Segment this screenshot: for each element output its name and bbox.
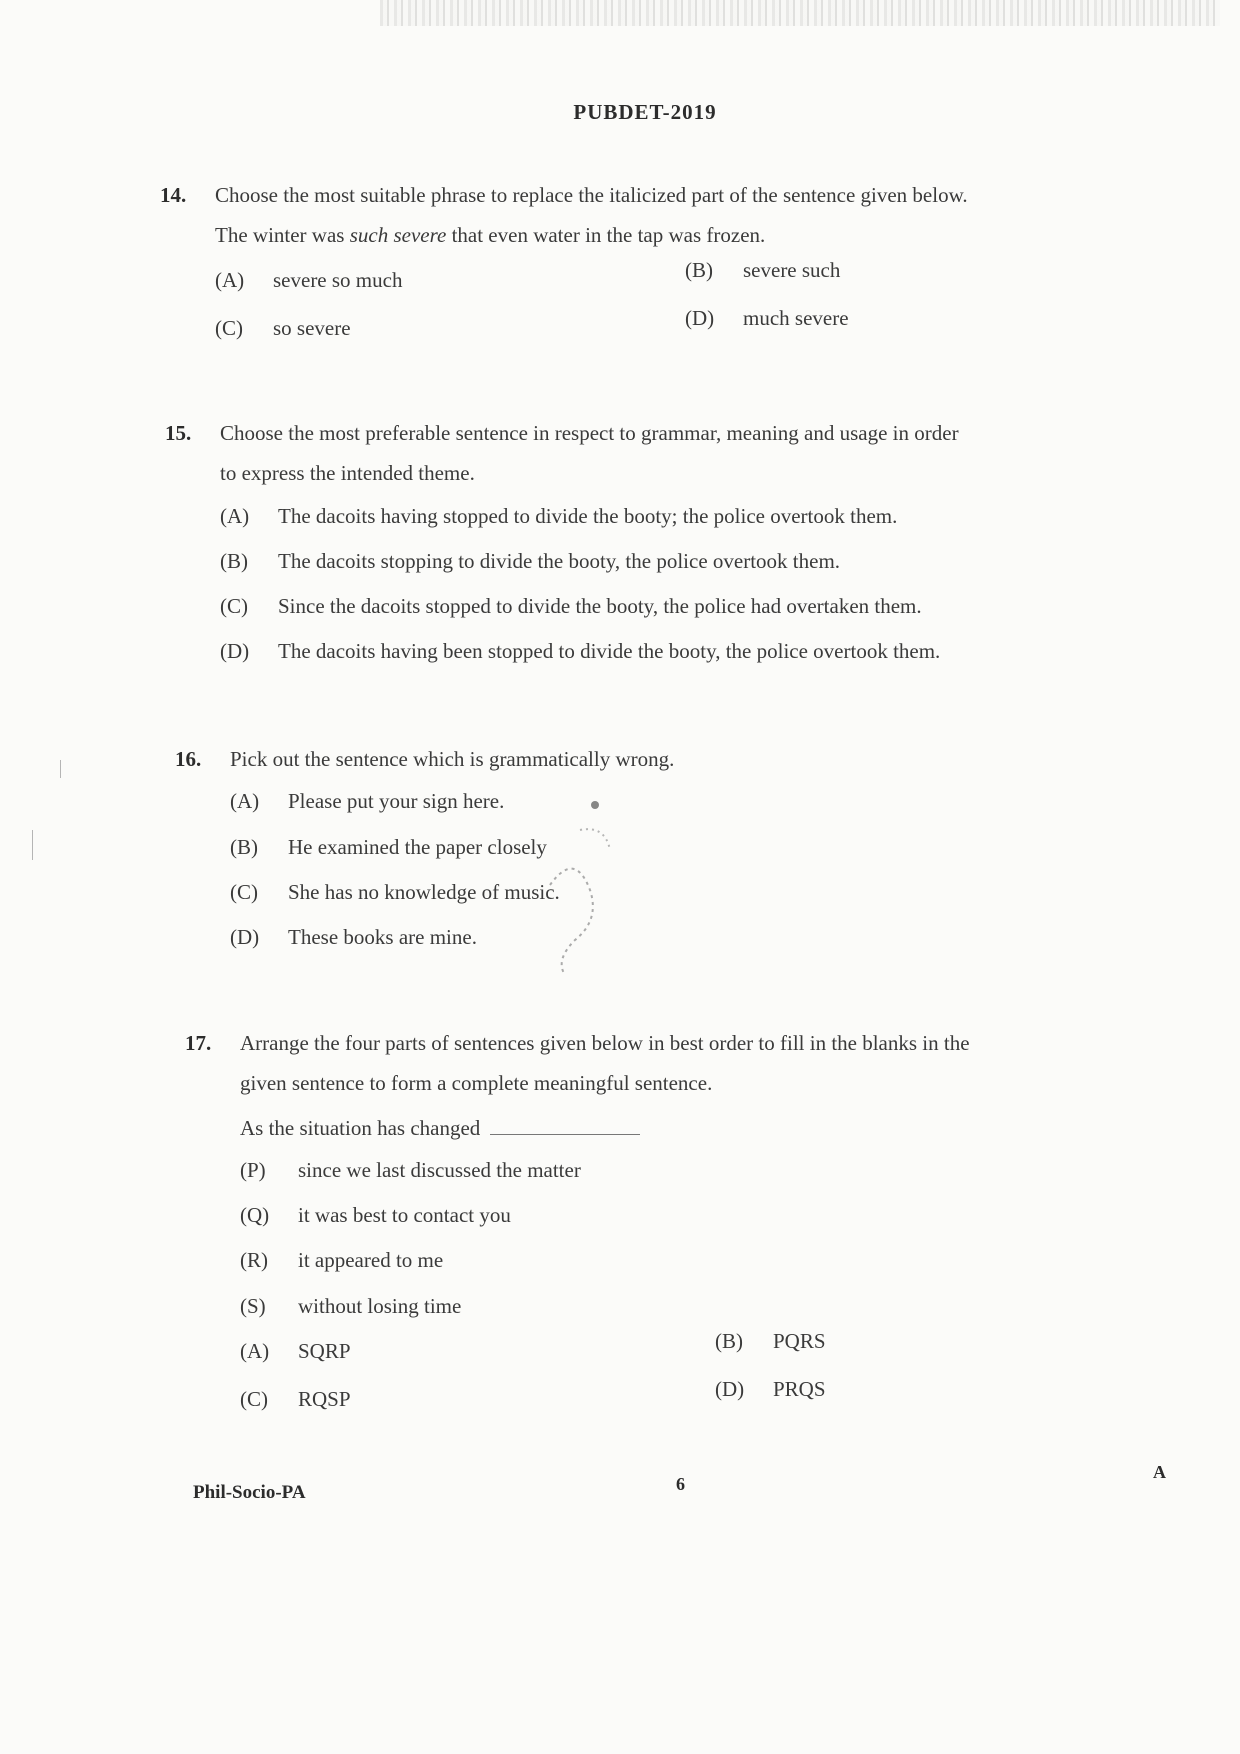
part-r: (R) it appeared to me — [240, 1248, 444, 1273]
option-b: (B) PQRS — [715, 1328, 826, 1353]
option-a: (A) SQRP — [240, 1338, 351, 1363]
sentence-italic: such severe — [349, 223, 447, 248]
question-16 — [175, 746, 675, 969]
option-d: (D) much severe — [685, 305, 849, 330]
question-14 — [160, 182, 1105, 341]
option-c: (C) She has no knowledge of music. — [230, 879, 560, 904]
option-a: (A) The dacoits having stopped to divide the booty; the police overtook them. — [220, 503, 898, 528]
margin-mark — [32, 830, 33, 860]
scan-edge-artifact — [380, 0, 1220, 26]
part-s: (S) without losing time — [240, 1293, 462, 1318]
option-a: (A) Please put your sign here. — [230, 789, 505, 814]
option-b: (B) severe such — [685, 257, 841, 282]
margin-mark — [60, 760, 61, 778]
option-a: (A) severe so much — [215, 267, 403, 292]
option-c: (C) RQSP — [240, 1387, 351, 1411]
question-text: given sentence to form a complete meaningful sentence. — [240, 1071, 713, 1096]
page-header: PUBDET-2019 — [573, 100, 717, 124]
option-b: (B) He examined the paper closely — [230, 834, 547, 859]
part-p: (P) since we last discussed the matter — [240, 1157, 581, 1182]
question-number: 17. — [185, 1031, 212, 1055]
sentence-parts — [240, 1157, 1015, 1319]
fill-blank — [490, 1134, 640, 1135]
option-d: (D) The dacoits having been stopped to divide the booty, the police overtook them. — [220, 639, 941, 664]
booklet-set: A — [1153, 1462, 1166, 1482]
question-text: Choose the most preferable sentence in respect to grammar, meaning and usage in order — [220, 421, 959, 445]
question-number: 16. — [175, 747, 202, 771]
paper-code: Phil-Socio-PA — [193, 1482, 306, 1503]
question-text: Arrange the four parts of sentences given below in best order to fill in the blanks in the — [240, 1031, 970, 1055]
options — [230, 788, 674, 950]
question-number: 14. — [160, 183, 187, 207]
question-15 — [165, 420, 959, 684]
question-sentence — [215, 222, 1105, 248]
options — [240, 1328, 1015, 1413]
page-number: 6 — [676, 1474, 685, 1494]
option-d: (D) These books are mine. — [230, 925, 477, 949]
option-c: (C) Since the dacoits stopped to divide the booty, the police had overtaken them. — [220, 594, 922, 618]
question-stem: As the situation has changed — [240, 1115, 1015, 1141]
part-q: (Q) it was best to contact you — [240, 1203, 511, 1227]
question-number: 15. — [165, 421, 192, 445]
question-text: Choose the most suitable phrase to replace the italicized part of the sentence given below. — [215, 183, 968, 207]
options — [220, 503, 959, 665]
option-b: (B) The dacoits stopping to divide the booty, the police overtook them. — [220, 548, 841, 573]
question-text: Pick out the sentence which is grammatically wrong. — [230, 747, 675, 771]
sentence-before: The winter was — [215, 223, 350, 248]
option-d: (D) PRQS — [715, 1377, 826, 1401]
sentence-after: that even water in the tap was frozen. — [446, 223, 766, 248]
question-text: to express the intended theme. — [220, 461, 475, 486]
question-17 — [185, 1030, 1015, 1412]
option-c: (C) so severe — [215, 315, 351, 340]
options — [215, 257, 1105, 342]
